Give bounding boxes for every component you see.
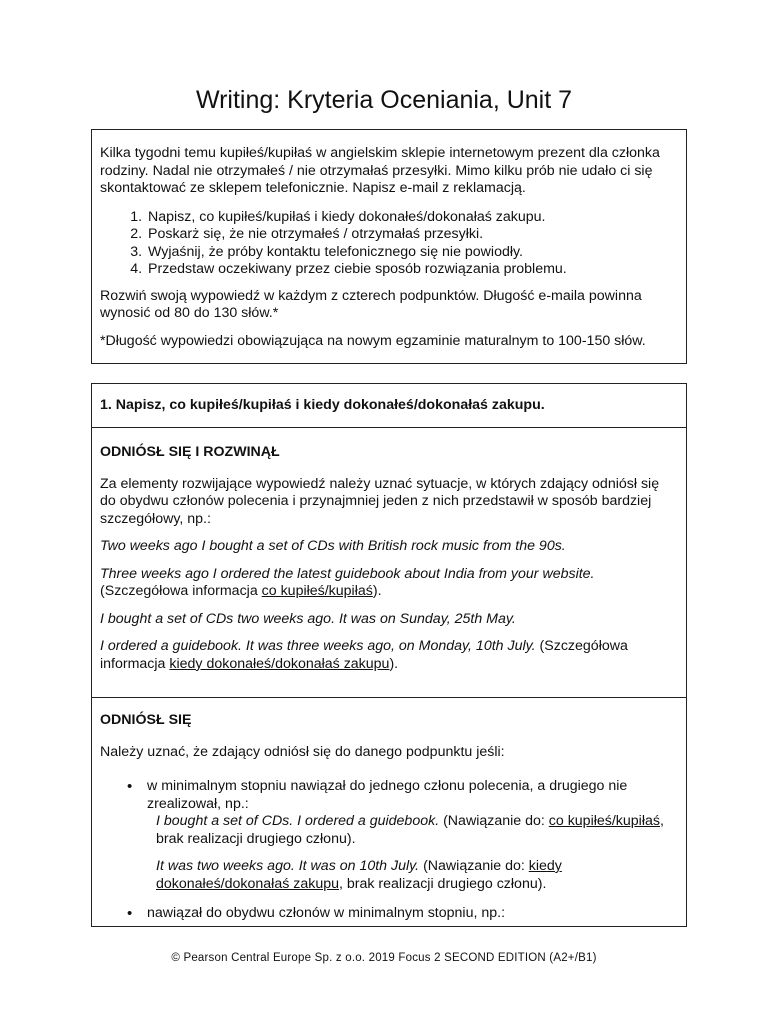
note-text: , brak realizacji drugiego członu).: [156, 813, 664, 847]
section-developed: [92, 428, 686, 698]
note-text: , brak realizacji drugiego członu).: [339, 875, 547, 892]
footer-copyright: © Pearson Central Europe Sp. z o.o. 2019 Focus 2 SECOND EDITION (A2+/B1): [171, 952, 597, 964]
page-title: Writing: Kryteria Oceniania, Unit 7: [195, 86, 573, 114]
example-sentence: I bought a set of CDs. I ordered a guidebook.: [156, 813, 440, 829]
task-points-list: [100, 209, 678, 279]
note-underlined: co kupiłeś/kupiłaś: [548, 813, 660, 829]
section-developed-heading: ODNIÓSŁ SIĘ I ROZWINĄŁ: [100, 444, 280, 460]
bullet-example: [147, 858, 678, 893]
bullet-text: w minimalnym stopniu nawiązał do jednego członu polecenia, a drugiego nie zrealizował, np.:: [147, 778, 628, 812]
note-text: ).: [389, 655, 399, 672]
task-point: 1. Napisz, co kupiłeś/kupiłaś i kiedy dokonałeś/dokonałaś zakupu.: [146, 209, 678, 227]
task-point: 2. Poskarż się, że nie otrzymałeś / otrzymałaś przesyłki.: [146, 226, 678, 244]
note-text: (Nawiązanie do:: [439, 813, 549, 829]
section-addressed-heading: ODNIÓSŁ SIĘ: [100, 712, 192, 728]
note-text: ).: [372, 583, 382, 599]
criteria-bullet: • nawiązał do obydwu członów w minimalnym stopniu, np.:: [100, 905, 678, 923]
bullet-example: [147, 813, 678, 848]
example-note: [100, 583, 382, 599]
section-addressed: [92, 698, 686, 923]
criteria-header: 1. Napisz, co kupiłeś/kupiłaś i kiedy dokonałeś/dokonałaś zakupu.: [92, 384, 686, 428]
criteria-bullet-list: [100, 778, 678, 923]
note-text: (Szczegółowa informacja: [100, 638, 628, 672]
note-text: (Nawiązanie do:: [419, 858, 529, 874]
task-point: 3. Wyjaśnij, że próby kontaktu telefonicznego się nie powiodły.: [146, 244, 678, 262]
example-sentence: I bought a set of CDs two weeks ago. It was on Sunday, 25th May.: [100, 610, 516, 627]
task-point: 4. Przedstaw oczekiwany przez ciebie sposób rozwiązania problemu.: [146, 261, 678, 279]
task-intro: Kilka tygodni temu kupiłeś/kupiłaś w angielskim sklepie internetowym prezent dla członka rodziny. Nadal nie otrzymałeś / nie otrzymałaś przesyłki. Mimo kilku prób nie udało ci się skontaktować ze sklepem telefonicznie. Napisz e-mail z reklamacją.: [100, 145, 660, 196]
section-developed-description: Za elementy rozwijające wypowiedź należy uznać sytuacje, w których zdający odniósł się do obydwu członów polecenia i przynajmniej jeden z nich przedstawił w sposób bardziej szczegółowy, np.:: [100, 475, 660, 527]
example-sentence: Three weeks ago I ordered the latest guidebook about India from your website.: [100, 565, 595, 582]
criteria-bullet: [100, 778, 678, 893]
criteria-box: [91, 383, 687, 927]
example-block: [100, 638, 678, 673]
note-underlined: co kupiłeś/kupiłaś: [261, 583, 373, 599]
section-addressed-description: Należy uznać, że zdający odniósł się do danego podpunktu jeśli:: [100, 743, 505, 760]
task-box: [91, 129, 687, 364]
note-text: (Szczegółowa informacja: [100, 583, 262, 599]
note-underlined: kiedy dokonałeś/dokonałaś zakupu: [156, 858, 562, 892]
example-sentence: It was two weeks ago. It was on 10th July.: [156, 858, 420, 874]
example-sentence: I ordered a guidebook. It was three weeks ago, on Monday, 10th July.: [100, 638, 536, 654]
example-block: [100, 566, 678, 601]
task-length-note: *Długość wypowiedzi obowiązująca na nowym egzaminie maturalnym to 100-150 słów.: [100, 332, 646, 349]
note-underlined: kiedy dokonałeś/dokonałaś zakupu: [169, 655, 390, 672]
task-develop-instruction: Rozwiń swoją wypowiedź w każdym z czterech podpunktów. Długość e-maila powinna wynosić od 80 do 130 słów.*: [100, 287, 642, 321]
example-sentence: Two weeks ago I bought a set of CDs with British rock music from the 90s.: [100, 538, 566, 554]
